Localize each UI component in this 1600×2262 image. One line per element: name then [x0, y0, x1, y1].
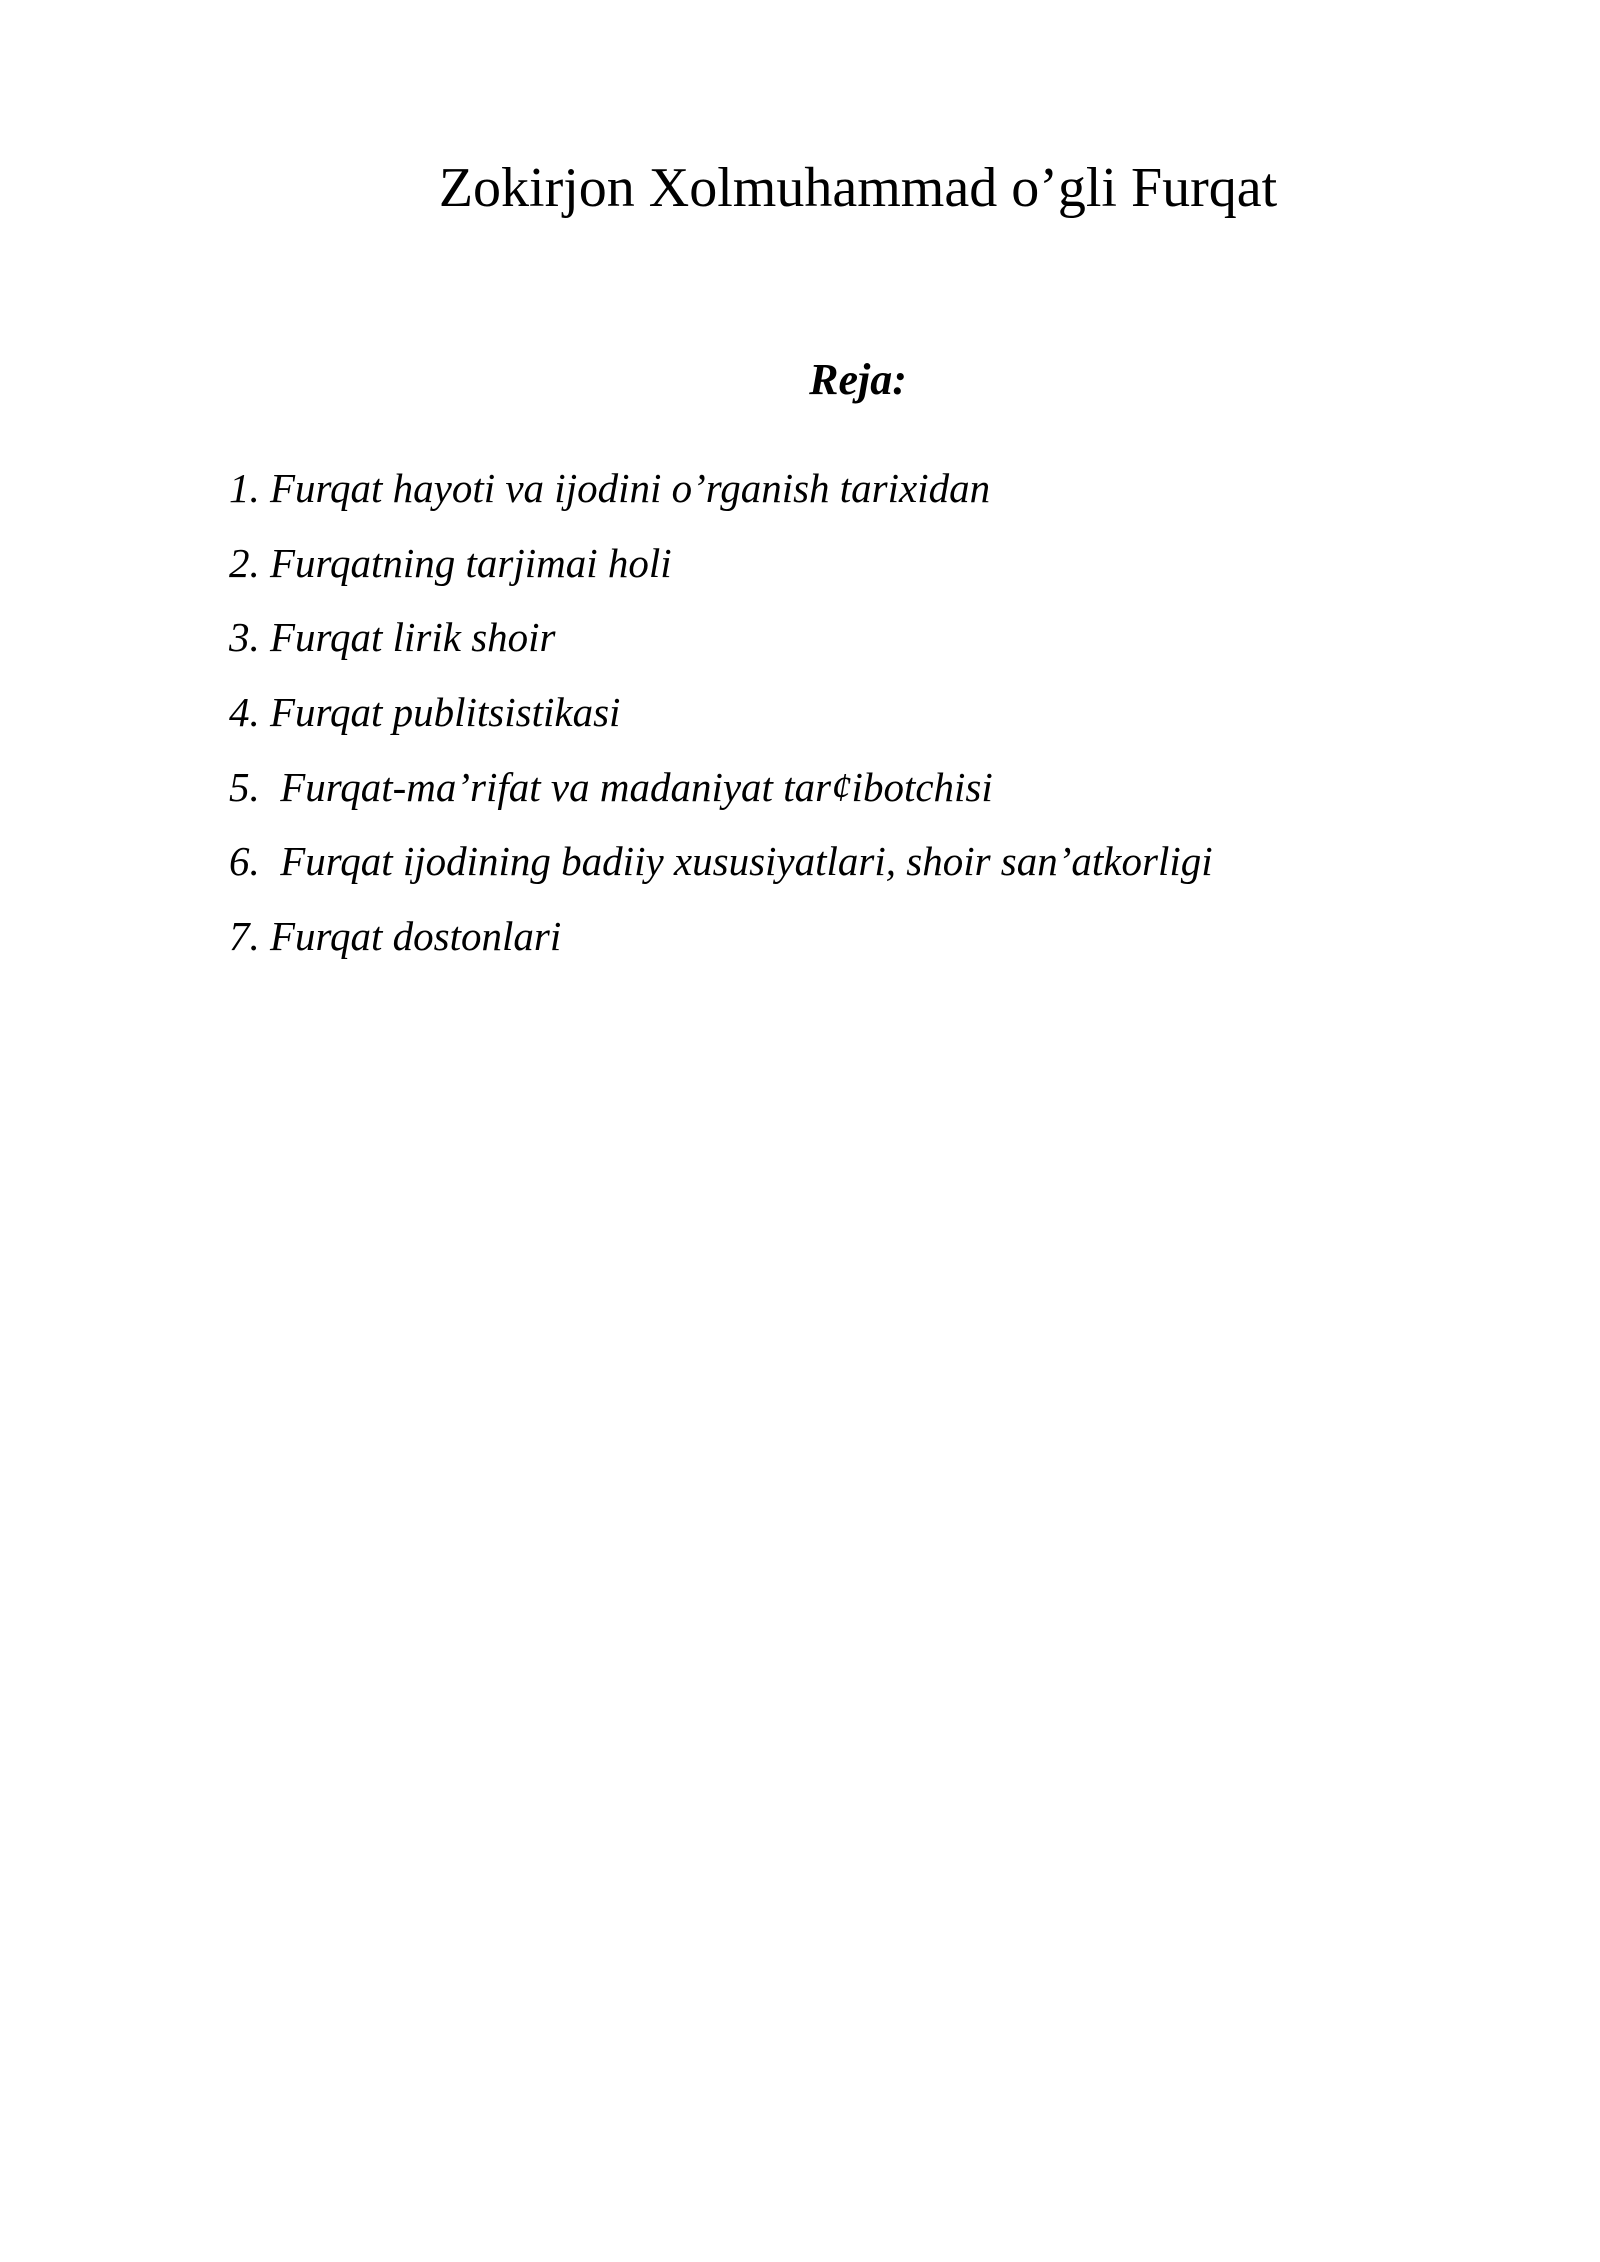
plan-heading: Reja: — [809, 355, 907, 404]
plan-item: 2. Furqatning tarjimai holi — [229, 539, 672, 586]
plan-item: 5. Furqat-ma’rifat va madaniyat tar¢ibotchisi — [229, 763, 993, 810]
document-title: Zokirjon Xolmuhammad o’gli Furqat — [438, 157, 1278, 219]
plan-item: 4. Furqat publitsistikasi — [229, 689, 621, 736]
plan-list — [229, 460, 1429, 983]
plan-item: 7. Furqat dostonlari — [229, 913, 562, 960]
plan-item: 1. Furqat hayoti va ijodini o’rganish tarixidan — [229, 465, 991, 511]
plan-item: 3. Furqat lirik shoir — [229, 614, 556, 661]
plan-item: 6. Furqat ijodining badiiy xususiyatlari, shoir san’atkorligi — [229, 838, 1213, 885]
